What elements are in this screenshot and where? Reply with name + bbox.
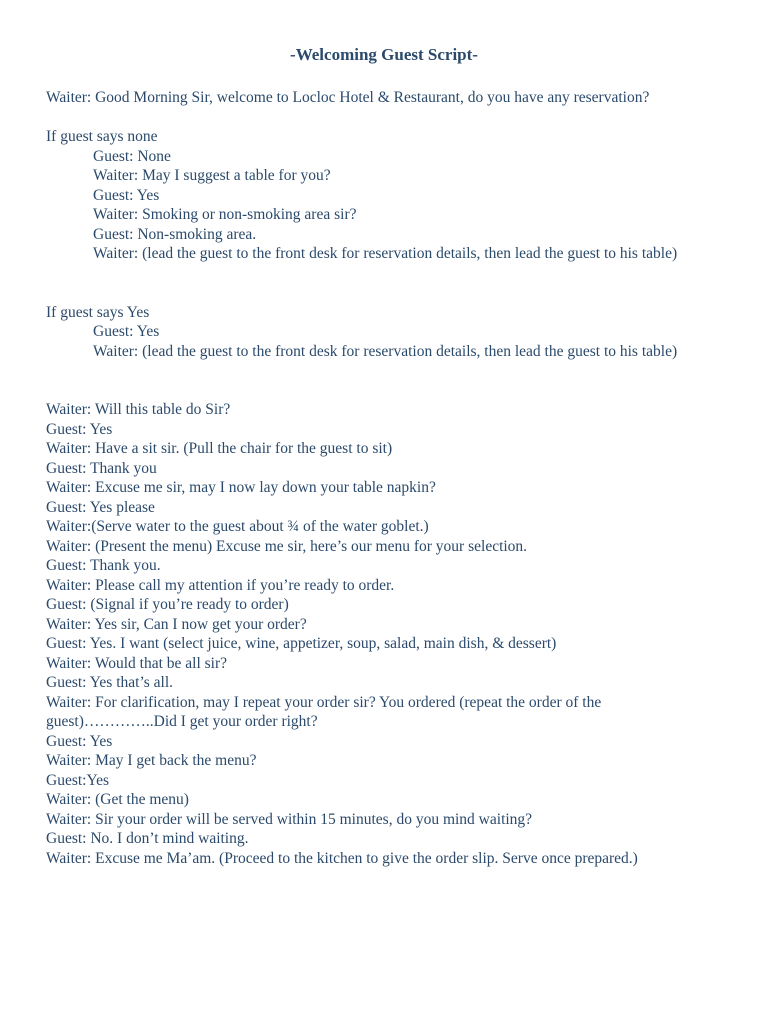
dialogue-line: Waiter: (Present the menu) Excuse me sir, here’s our menu for your selection. [46,537,528,555]
dialogue-line: Waiter: Will this table do Sir? [46,401,231,418]
dialogue-line: Guest: Yes [46,732,113,750]
dialogue-line: Guest: Yes please [46,498,155,516]
dialogue-line: Waiter: Yes sir, Can I now get your order? [46,615,307,633]
dialogue-line: Waiter: (lead the guest to the front desk for reservation details, then lead the guest to his table) [93,342,678,360]
dialogue-line: Waiter: May I suggest a table for you? [93,167,331,184]
section-none-heading: If guest says none [46,128,158,145]
page-title: -Welcoming Guest Script- [290,45,478,64]
dialogue-line: Waiter:(Serve water to the guest about ¾ of the water goblet.) [46,518,429,535]
section-yes-heading: If guest says Yes [46,303,150,321]
dialogue-line: Waiter: Have a sit sir. (Pull the chair for the guest to sit) [46,440,393,457]
dialogue-line: Waiter: Excuse me Ma’am. (Proceed to the kitchen to give the order slip. Serve once prepared.) [46,849,638,867]
script-body [46,88,716,868]
section-none-lines [46,147,716,264]
dialogue-line: Guest: Yes that’s all. [46,674,174,691]
main-dialogue [46,400,716,868]
dialogue-line: Guest:Yes [46,771,110,789]
dialogue-line: Guest: Thank you. [46,557,161,574]
dialogue-line: Waiter: May I get back the menu? [46,752,257,769]
dialogue-line: Waiter: Please call my attention if you’re ready to order. [46,576,395,594]
dialogue-line: Waiter: Excuse me sir, may I now lay down your table napkin? [46,479,436,496]
section-yes-lines [46,322,716,361]
dialogue-line: Waiter: Would that be all sir? [46,654,228,672]
dialogue-line: Waiter: Smoking or non-smoking area sir? [93,206,357,223]
dialogue-line: Guest: Yes. I want (select juice, wine, appetizer, soup, salad, main dish, & dessert) [46,635,557,652]
dialogue-line: Guest: Yes [93,323,160,340]
dialogue-line: Waiter: (Get the menu) [46,791,189,808]
dialogue-line: Guest: Non-smoking area. [93,225,257,243]
intro-line: Waiter: Good Morning Sir, welcome to Locloc Hotel & Restaurant, do you have any reservation? [46,89,650,106]
dialogue-line: Guest: Yes [46,420,113,438]
dialogue-line: Guest: (Signal if you’re ready to order) [46,596,289,613]
dialogue-line: Guest: No. I don’t mind waiting. [46,830,249,847]
dialogue-line: Waiter: Sir your order will be served within 15 minutes, do you mind waiting? [46,810,533,828]
dialogue-line: Guest: Thank you [46,459,157,477]
dialogue-line: Waiter: (lead the guest to the front desk for reservation details, then lead the guest to his table) [93,245,678,262]
dialogue-line: Guest: None [93,147,171,165]
dialogue-line: Waiter: For clarification, may I repeat your order sir? You ordered (repeat the order of the guest)…………..Did I get your order right? [46,693,602,730]
dialogue-line: Guest: Yes [93,186,160,204]
